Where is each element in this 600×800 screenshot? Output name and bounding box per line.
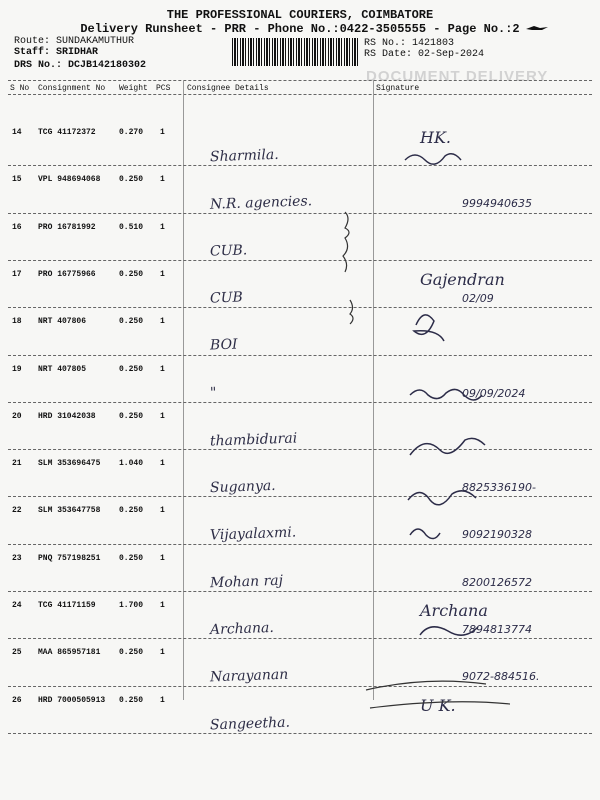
row-consignee: CUB.: [209, 241, 248, 260]
row-pcs: 1: [160, 269, 165, 279]
row-sno: 14: [12, 128, 22, 137]
row-consignee: N.R. agencies.: [209, 193, 313, 214]
row-sno: 19: [12, 364, 22, 374]
row-sno: 17: [12, 269, 22, 279]
row-weight: 0.250: [119, 364, 144, 374]
row-consignment-no: HRD 7000505913: [38, 695, 106, 705]
runsheet-title: THE PROFESSIONAL COURIERS, COIMBATORE: [166, 8, 434, 22]
row-pcs: 1: [160, 364, 165, 374]
row-pcs: 1: [160, 175, 165, 185]
row-pcs: 1: [160, 648, 165, 658]
row-consignment-no: PNQ 757198251: [38, 553, 101, 563]
row-consignment-no: PRO 16775966: [38, 269, 96, 279]
row-sno: 18: [12, 317, 22, 327]
row-pcs: 1: [160, 506, 165, 516]
row-signature-phone: 7894813774: [462, 623, 532, 636]
col-header-consignment: Consignment No: [38, 84, 106, 93]
col-header-pcs: PCS: [156, 84, 171, 93]
row-consignee: ": [209, 384, 217, 401]
staff-label: Staff: SRIDHAR: [14, 47, 99, 58]
row-consignment-no: SLM 353696475: [38, 459, 101, 469]
row-consignee: Narayanan: [209, 666, 289, 686]
row-pcs: 1: [160, 128, 165, 137]
row-sno: 21: [12, 459, 22, 469]
row-pcs: 1: [160, 695, 165, 705]
document-delivery-stamp: DOCUMENT DELIVERY: [366, 68, 549, 85]
drs-number: DRS No.: DCJB142180302: [14, 60, 147, 71]
rs-date: RS Date: 02-Sep-2024: [364, 49, 485, 60]
row-signature: HK.: [420, 128, 451, 147]
row-signature-phone: 09/09/2024: [462, 386, 526, 400]
row-consignee: Sangeetha.: [209, 714, 291, 733]
row-consignee: thambidurai: [209, 430, 298, 450]
row-signature: U K.: [420, 695, 456, 715]
row-pcs: 1: [160, 553, 165, 563]
row-weight: 0.250: [119, 411, 144, 421]
row-consignee: BOI: [209, 336, 238, 354]
row-sno: 24: [12, 601, 22, 610]
row-consignment-no: NRT 407806: [38, 317, 87, 327]
row-weight: 0.250: [119, 269, 144, 279]
row-consignee: CUB: [209, 289, 244, 307]
row-consignment-no: TCG 41172372: [38, 128, 96, 137]
row-consignee: Mohan raj: [209, 572, 284, 591]
row-sno: 22: [12, 506, 22, 516]
runsheet-subtitle: Delivery Runsheet - PRR - Phone No.:0422-3505555 - Page No.:2: [80, 22, 520, 36]
row-sno: 20: [12, 411, 22, 421]
row-pcs: 1: [160, 459, 165, 469]
row-weight: 0.270: [119, 128, 144, 137]
row-consignment-no: PRO 16781992: [38, 222, 96, 232]
row-signature-phone: 9072-884516.: [462, 670, 540, 684]
row-weight: 0.250: [119, 648, 144, 658]
row-consignment-no: VPL 948694068: [38, 175, 101, 185]
row-sno: 26: [12, 695, 22, 705]
row-pcs: 1: [160, 222, 165, 232]
row-signature-phone: 8825336190-: [462, 481, 536, 495]
col-header-signature: Signature: [376, 84, 420, 93]
row-pcs: 1: [160, 601, 165, 610]
row-signature-phone: 9092190328: [462, 528, 532, 542]
rs-number: RS No.: 1421803: [364, 38, 455, 49]
row-signature-phone: 02/09: [462, 291, 494, 305]
row-weight: 1.700: [119, 601, 144, 610]
route-label: Route: SUNDAKAMUTHUR: [14, 36, 135, 47]
row-consignee: Vijayalaxmi.: [209, 524, 297, 544]
row-consignee: Sharmila.: [209, 146, 279, 166]
row-signature-phone: 9994940635: [462, 197, 532, 211]
row-consignment-no: SLM 353647758: [38, 506, 101, 516]
row-signature: Archana: [420, 601, 488, 620]
row-sno: 25: [12, 648, 22, 658]
row-weight: 0.250: [119, 553, 144, 563]
row-consignment-no: MAA 865957181: [38, 648, 101, 658]
row-sno: 23: [12, 553, 22, 563]
row-weight: 0.250: [119, 317, 144, 327]
row-consignment-no: HRD 31042038: [38, 411, 96, 421]
row-consignee: Suganya.: [209, 477, 276, 497]
row-consignment-no: TCG 41171159: [38, 601, 96, 610]
col-header-consignee: Consignee Details: [187, 84, 269, 93]
row-consignment-no: NRT 407805: [38, 364, 87, 374]
row-consignee: Archana.: [209, 619, 275, 639]
row-weight: 0.510: [119, 222, 144, 232]
row-pcs: 1: [160, 317, 165, 327]
row-sno: 15: [12, 175, 22, 185]
row-weight: 0.250: [119, 695, 144, 705]
row-weight: 0.250: [119, 506, 144, 516]
row-pcs: 1: [160, 411, 165, 421]
row-weight: 0.250: [119, 175, 144, 185]
row-signature: Gajendran: [420, 269, 505, 289]
row-signature-phone: 8200126572: [462, 575, 532, 589]
row-weight: 1.040: [119, 459, 144, 469]
col-header-sno: S No: [10, 84, 30, 93]
row-sno: 16: [12, 222, 22, 232]
col-header-weight: Weight: [119, 84, 148, 93]
